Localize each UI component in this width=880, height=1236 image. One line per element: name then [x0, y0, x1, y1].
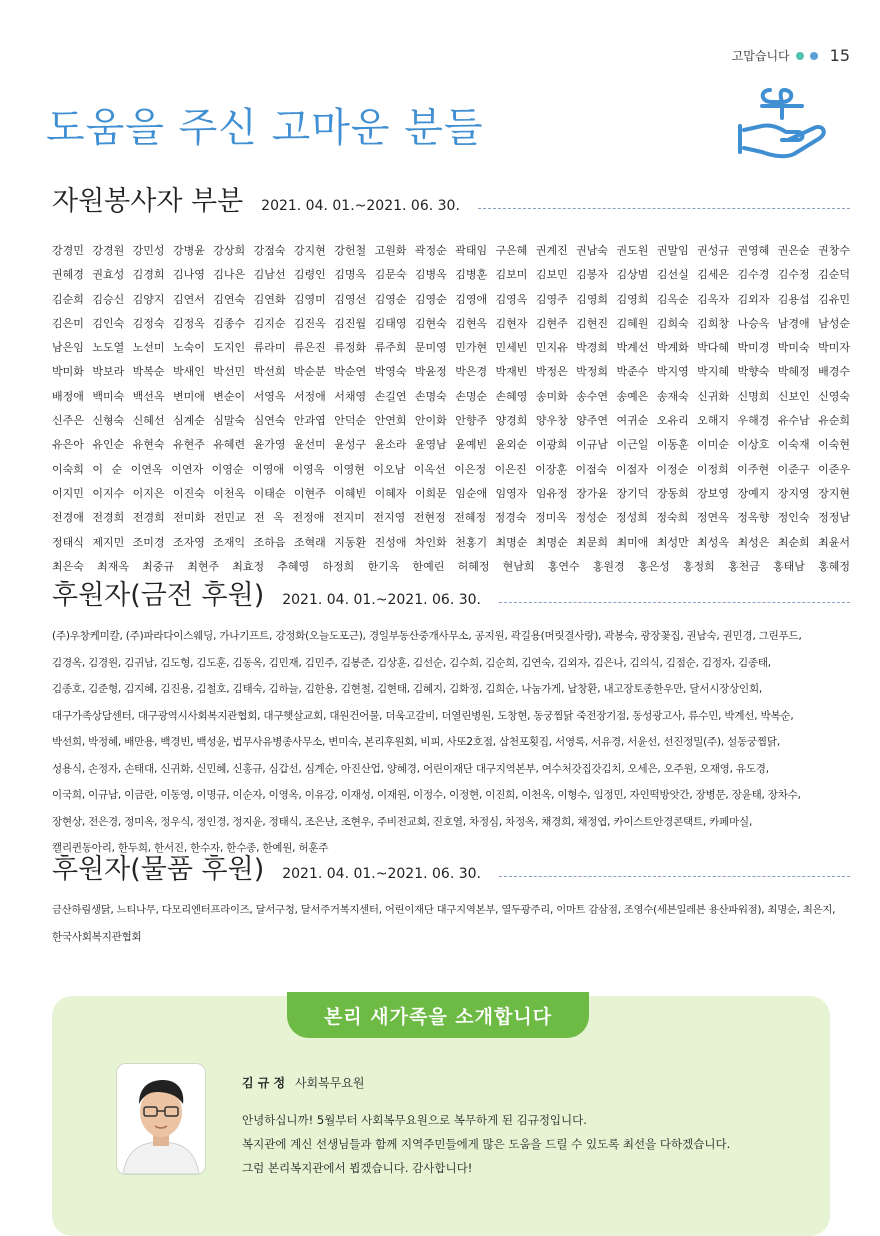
list-item: 대구가족상담센터, 대구광역시사회복지관협회, 대구햇살교회, 대원건어물, 더욱고갈비, 더열린병원, 도창현, 동궁찜닭 죽전장기점, 동성광고사, 류수민, 박계선, 박복순, — [52, 709, 794, 722]
list-item: 신주은 신형숙 신혜선 심계순 심말숙 심연숙 안과엽 안덕순 안연희 안이화 안향주 양경희 양우창 양주연 여귀순 오유리 오해지 우해경 유수남 유순희 — [52, 414, 850, 428]
page-header — [732, 46, 850, 65]
volunteer-list — [52, 239, 850, 579]
header-dot-blue — [810, 52, 818, 60]
divider — [478, 208, 850, 209]
list-item: 김종호, 김준형, 김지혜, 김진용, 김철호, 김태숙, 김하늘, 김한용, 김현철, 김현태, 김혜지, 김화정, 김희순, 나눔가게, 남창환, 내고장토종한우만, 달서시장상인회, — [52, 683, 763, 695]
list-item: 전경애 전경희 전경희 전미화 전민교 전 옥 전정애 전지미 전지영 전현정 전혜정 정경숙 정미옥 정성순 정성희 정숙희 정연옥 정옥향 정인숙 정정남 — [52, 511, 850, 525]
divider — [499, 602, 850, 603]
list-item: 캘리퀸동아리, 한두희, 한서진, 한수자, 한수종, 한예원, 허훈주 — [52, 842, 329, 854]
volunteers-date: 2021. 04. 01.~2021. 06. 30. — [261, 198, 460, 214]
greeting-line: 안녕하십니까! 5월부터 사회복무요원으로 복무하게 된 김규정입니다. — [242, 1113, 587, 1127]
list-item: 유은아 유인순 유현숙 유현주 유혜련 윤가영 윤선미 윤성구 윤소라 윤영남 윤예빈 윤외순 이광희 이규남 이근일 이동훈 이미순 이상호 이숙재 이숙현 — [52, 438, 850, 452]
volunteers-section — [52, 188, 850, 579]
money-sponsors-section — [52, 582, 850, 862]
gift-hand-icon — [732, 86, 832, 166]
list-item: 이숙희 이 순 이연옥 이연자 이영순 이영애 이영옥 이영현 이오남 이옥선 이은정 이은진 이장훈 이점숙 이점자 이정순 이정희 이주현 이준구 이준우 — [52, 462, 850, 476]
goods-sponsors-section — [52, 856, 850, 950]
money-sponsor-list — [52, 623, 850, 862]
list-item: 권혜경 권효성 김경희 김나영 김나은 김남선 김령인 김명옥 김문숙 김병옥 김병훈 김보미 김보민 김봉자 김상범 김선실 김세은 김수경 김수정 김순덕 — [52, 268, 850, 282]
list-item: 강경민 강경원 강민성 강병윤 강상희 강점숙 강지현 강헌철 고원화 곽정순 곽태임 구은혜 권계진 권남숙 권도원 권말임 권성규 권영혜 권은순 권창수 — [52, 244, 850, 257]
page-number: 15 — [829, 46, 850, 65]
goods-sponsors-title: 후원자(물품 후원) — [52, 854, 265, 885]
list-item: 이국희, 이규남, 이금란, 이동영, 이명규, 이순자, 이영옥, 이유강, 이재성, 이재원, 이정수, 이정현, 이진희, 이천옥, 이형수, 임정민, 자인떡방앗간, 장병문, 장윤태, 장차수, — [52, 789, 801, 801]
member-name: 김 규 정 — [242, 1076, 286, 1090]
member-greeting — [242, 1108, 730, 1180]
list-item: 장현상, 전은경, 정미옥, 정우식, 정인경, 정지윤, 정태식, 조은난, 조현우, 주비전교회, 진호열, 차정심, 차정옥, 채경희, 채정엽, 카이스트안경콘택트, 카페마실, — [52, 815, 753, 828]
greeting-line: 복지관에 계신 선생님들과 함께 지역주민들에게 많은 도움을 드릴 수 있도록 최선을 다하겠습니다. — [242, 1137, 731, 1151]
list-item: 남은임 노도열 노선미 노숙이 도지인 류라미 류은진 류정화 류주희 문미영 민가현 민세빈 민지유 박경희 박계선 박계화 박다혜 박미경 박미숙 박미자 — [52, 341, 850, 355]
list-item: 배정애 백미숙 백선옥 변미애 변순이 서영옥 서정애 서채영 손길연 손명숙 손명순 손혜영 송미화 송수연 송예은 송재숙 신귀화 신명희 신보인 신영숙 — [52, 389, 850, 403]
list-item: 김은미 김인숙 김정숙 김정옥 김종수 김지순 김진옥 김진월 김태영 김현숙 김현옥 김현자 김현주 김현진 김혜원 김희숙 김희창 나승옥 남경애 남성순 — [52, 316, 850, 330]
header-dot-teal — [796, 52, 804, 60]
greeting-line: 그럼 본리복지관에서 뵙겠습니다. 감사합니다! — [242, 1161, 473, 1175]
person-photo — [116, 1063, 206, 1175]
new-member-tab: 본리 새가족을 소개합니다 — [287, 992, 589, 1038]
member-role: 사회복무요원 — [294, 1076, 365, 1090]
list-item: 정태식 제지민 조미경 조자영 조재익 조하음 조혁래 지동환 진성애 차인화 천홍기 최명순 최명순 최문희 최미애 최성만 최성옥 최성은 최순희 최윤서 — [52, 535, 850, 549]
member-name-line — [242, 1074, 365, 1091]
money-sponsors-title: 후원자(금전 후원) — [52, 580, 265, 611]
page-title: 도움을 주신 고마운 분들 — [46, 105, 484, 151]
header-label: 고맙습니다 — [731, 49, 790, 63]
list-item: 성용식, 손정자, 손태대, 신귀화, 신민혜, 신홍규, 심갑선, 심계순, 아진산업, 양혜경, 어린이재단 대구지역본부, 여수처갓집갓김치, 오세은, 오주원, 오재영, 유도경, — [52, 762, 769, 775]
divider — [499, 876, 850, 877]
list-item: 최은숙 최재옥 최중규 최현주 최효정 추혜영 하정희 한기옥 한예린 허혜정 현남희 홍연수 홍원경 홍은성 홍정희 홍천금 홍태남 홍혜정 — [52, 559, 850, 573]
list-item: 금산하림생닭, 느티나무, 다모리엔터프라이즈, 달서구청, 달서주거복지센터, 어린이재단 대구지역본부, 열두광주리, 이마트 감삼점, 조영수(세븐일레븐 용산파워점), 최명순, 최은지, — [52, 904, 836, 916]
goods-sponsor-list — [52, 897, 850, 950]
list-item: 김순희 김승신 김양지 김연서 김연숙 김연화 김영미 김영선 김영순 김영순 김영애 김영옥 김영주 김영희 김영희 김옥순 김옥자 김외자 김용섭 김유민 — [52, 292, 850, 306]
list-item: 박선희, 박정혜, 배만용, 백경빈, 백성윤, 법무사유병종사무소, 변미숙, 본리후원회, 비피, 사또2호점, 삼천포횟집, 서영록, 서유경, 서윤선, 선진정밀(주), 설동궁찜닭, — [52, 736, 781, 748]
person-photo-illustration — [117, 1064, 205, 1174]
goods-sponsors-date: 2021. 04. 01.~2021. 06. 30. — [282, 866, 481, 882]
new-member-panel — [52, 996, 830, 1236]
list-item: 김경옥, 김경원, 김귀남, 김도형, 김도훈, 김동옥, 김민재, 김민주, 김봉준, 김상훈, 김선순, 김수희, 김순희, 김연숙, 김외자, 김은나, 김의식, 김점순, 김정자, 김종태, — [52, 656, 771, 669]
list-item: 이지민 이지수 이지은 이진숙 이천옥 이태순 이현주 이혜빈 이혜자 이희문 임순애 임영자 임유정 장가윤 장기덕 장동희 장보영 장예지 장지영 장지현 — [52, 486, 850, 500]
list-item: 박미화 박보라 박복순 박새인 박선민 박선희 박순분 박순연 박영숙 박윤정 박은경 박재빈 박정은 박정희 박준수 박지영 박지혜 박향숙 박혜정 배경수 — [52, 365, 850, 379]
list-item: 한국사회복지관협회 — [52, 930, 142, 943]
money-sponsors-date: 2021. 04. 01.~2021. 06. 30. — [282, 592, 481, 608]
volunteers-title: 자원봉사자 부분 — [52, 186, 244, 217]
list-item: (주)우창케미칼, (주)파라다이스웨딩, 가나기프트, 강정화(오늘도포근), 경일부동산중개사무소, 공지원, 곽길용(머릿결사랑), 곽봉숙, 광장꽃집, 권남숙, 권민경, 그린푸드, — [52, 630, 802, 642]
